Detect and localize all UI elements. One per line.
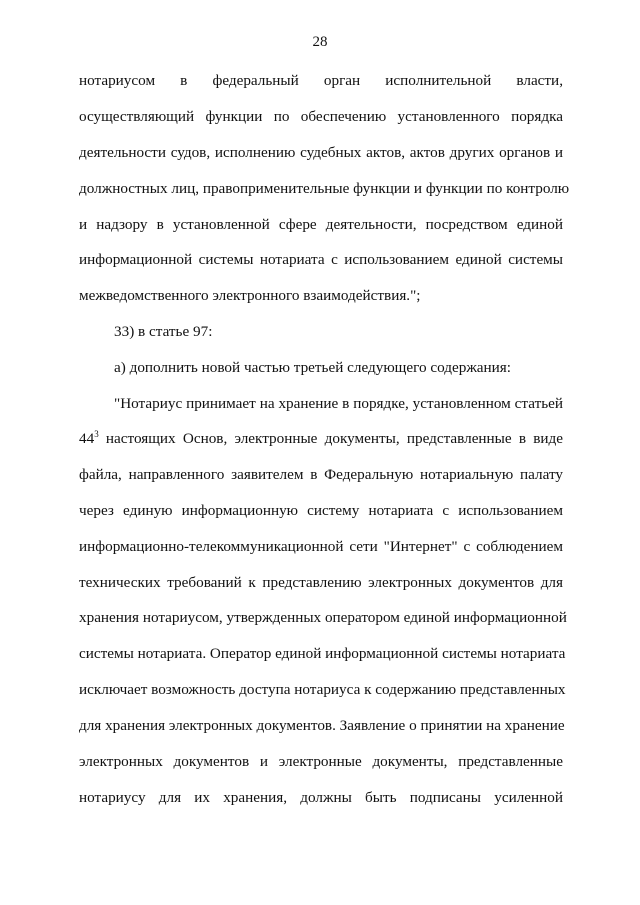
list-item-heading: 33) в статье 97: <box>114 323 213 340</box>
page-number: 28 <box>312 34 328 50</box>
text-line: межведомственного электронного взаимодействия."; <box>79 287 421 304</box>
text-line: для хранения электронных документов. Заявление о принятии на хранение <box>79 717 565 734</box>
text-line: хранения нотариусом, утвержденных оператором единой информационной <box>79 609 567 626</box>
text-line: и надзору в установленной сфере деятельности, посредством единой <box>79 216 563 233</box>
text-line: технических требований к представлению электронных документов для <box>79 574 563 591</box>
text-line: осуществляющий функции по обеспечению установленного порядка <box>79 108 563 125</box>
text-line: нотариусу для их хранения, должны быть подписаны усиленной <box>79 789 563 806</box>
text-line: информационно-телекоммуникационной сети "Интернет" с соблюдением <box>79 538 563 555</box>
text-line: нотариусом в федеральный орган исполнительной власти, <box>79 72 563 89</box>
text-line: а) дополнить новой частью третьей следующего содержания: <box>114 359 512 376</box>
article-number: 44 <box>79 430 95 447</box>
text-line: исключает возможность доступа нотариуса к содержанию представленных <box>79 681 566 698</box>
text-line: электронных документов и электронные документы, представленные <box>79 753 563 770</box>
text-line: файла, направленного заявителем в Федеральную нотариальную палату <box>79 466 563 483</box>
text-segment: настоящих Основ, электронные документы, представленные в виде <box>98 430 563 447</box>
text-line: через единую информационную систему нотариата с использованием <box>79 502 563 519</box>
text-line: деятельности судов, исполнению судебных актов, актов других органов и <box>79 144 563 161</box>
text-line: "Нотариус принимает на хранение в порядке, установленном статьей <box>114 395 563 412</box>
text-line-with-superscript <box>79 430 563 448</box>
text-line: должностных лиц, правоприменительные функции и функции по контролю <box>79 180 570 197</box>
text-line: информационной системы нотариата с использованием единой системы <box>79 251 563 268</box>
text-line: системы нотариата. Оператор единой информационной системы нотариата <box>79 645 566 662</box>
article-superscript: 3 <box>94 429 99 439</box>
